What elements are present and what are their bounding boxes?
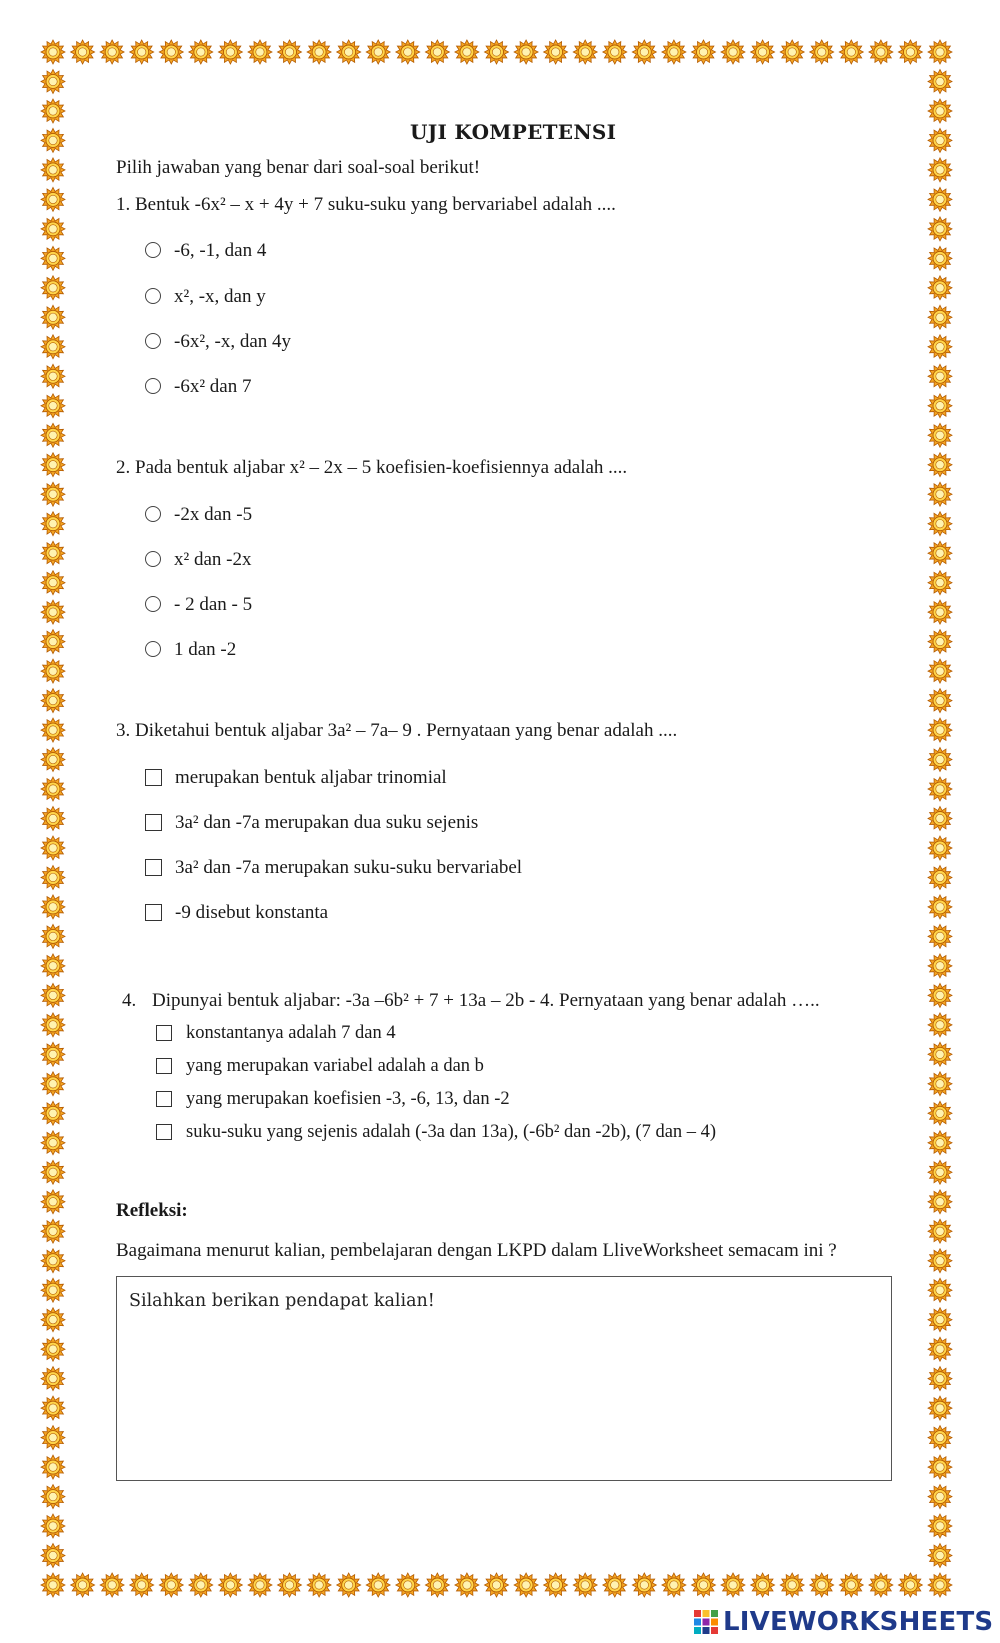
sun-icon (928, 571, 952, 595)
sun-icon (928, 1367, 952, 1391)
sun-icon (928, 482, 952, 506)
liveworksheets-logo-text: LIVEWORKSHEETS (723, 1607, 994, 1637)
q4-option-2-label: yang merupakan variabel adalah a dan b (186, 1056, 484, 1076)
sun-icon (41, 482, 65, 506)
sun-icon (928, 600, 952, 624)
question-4-number: 4. (122, 990, 137, 1011)
sun-icon (928, 718, 952, 742)
sun-icon (41, 836, 65, 860)
sun-icon (662, 40, 686, 64)
sun-icon (928, 512, 952, 536)
q2-option-1-label: -2x dan -5 (174, 504, 253, 525)
sun-icon (41, 1131, 65, 1155)
sun-icon (41, 364, 65, 388)
sun-icon (928, 748, 952, 772)
sun-icon (751, 40, 775, 64)
q2-option-2-radio[interactable] (145, 551, 161, 567)
sun-icon (632, 1573, 656, 1597)
sun-icon (455, 40, 479, 64)
sun-icon (278, 40, 302, 64)
sun-icon (41, 866, 65, 890)
sun-icon (41, 1573, 65, 1597)
sun-icon (928, 630, 952, 654)
sun-icon (928, 1337, 952, 1361)
sun-icon (41, 1514, 65, 1538)
sun-icon (603, 40, 627, 64)
sun-icon (928, 187, 952, 211)
q3-option-4-label: -9 disebut konstanta (175, 902, 329, 923)
q1-option-2-label: x², -x, dan y (174, 286, 266, 307)
sun-icon (41, 128, 65, 152)
sun-icon (189, 40, 213, 64)
sun-icon (751, 1573, 775, 1597)
q1-option-3-radio[interactable] (145, 333, 161, 349)
q4-option-3-checkbox[interactable] (156, 1091, 172, 1107)
sun-icon (189, 1573, 213, 1597)
sun-icon (366, 40, 390, 64)
q3-option-1-label: merupakan bentuk aljabar trinomial (175, 767, 447, 788)
sun-icon (159, 1573, 183, 1597)
sun-icon (928, 983, 952, 1007)
sun-icon (41, 335, 65, 359)
sun-icon (100, 1573, 124, 1597)
sun-icon (396, 1573, 420, 1597)
sun-icon (307, 40, 331, 64)
sun-icon (928, 777, 952, 801)
sun-icon (41, 1101, 65, 1125)
sun-icon (692, 40, 716, 64)
question-3-text: 3. Diketahui bentuk aljabar 3a² – 7a– 9 . Pernyataan yang benar adalah .... (116, 720, 678, 741)
sun-icon (514, 1573, 538, 1597)
sun-icon (869, 40, 893, 64)
sun-icon (41, 571, 65, 595)
q3-option-2-checkbox[interactable] (145, 814, 162, 831)
sun-icon (928, 866, 952, 890)
q2-option-4-label: 1 dan -2 (174, 639, 237, 660)
sun-icon (41, 1367, 65, 1391)
sun-icon (810, 40, 834, 64)
sun-icon (41, 1485, 65, 1509)
sun-icon (41, 1426, 65, 1450)
sun-icon (780, 1573, 804, 1597)
sun-icon (41, 1249, 65, 1273)
sun-icon (366, 1573, 390, 1597)
sun-icon (810, 1573, 834, 1597)
sun-icon (928, 158, 952, 182)
sun-icon (928, 394, 952, 418)
q1-option-4-radio[interactable] (145, 378, 161, 394)
sun-icon (928, 128, 952, 152)
sun-icon (337, 40, 361, 64)
sun-icon (41, 689, 65, 713)
sun-icon (514, 40, 538, 64)
sun-icon (928, 364, 952, 388)
sun-icon (41, 217, 65, 241)
sun-icon (41, 924, 65, 948)
sun-icon (928, 895, 952, 919)
sun-icon (928, 924, 952, 948)
sun-icon (278, 1573, 302, 1597)
sun-icon (248, 1573, 272, 1597)
sun-icon (41, 600, 65, 624)
sun-icon (928, 1042, 952, 1066)
q3-option-4-checkbox[interactable] (145, 904, 162, 921)
sun-icon (41, 630, 65, 654)
sun-icon (662, 1573, 686, 1597)
sun-icon (721, 1573, 745, 1597)
sun-icon (41, 659, 65, 683)
sun-icon (41, 807, 65, 831)
sun-icon (130, 40, 154, 64)
q3-option-2-label: 3a² dan -7a merupakan dua suku sejenis (175, 812, 479, 833)
sun-icon (218, 1573, 242, 1597)
sun-icon (573, 1573, 597, 1597)
sun-icon (396, 40, 420, 64)
sun-icon (898, 40, 922, 64)
sun-icon (41, 748, 65, 772)
sun-icon (41, 1396, 65, 1420)
sun-icon (928, 1101, 952, 1125)
q4-option-3-label: yang merupakan koefisien -3, -6, 13, dan -2 (186, 1089, 510, 1109)
sun-icon (928, 423, 952, 447)
reflection-answer-placeholder: Silahkan berikan pendapat kalian! (129, 1291, 435, 1311)
sun-icon (928, 1249, 952, 1273)
sun-icon (928, 836, 952, 860)
sun-icon (928, 1485, 952, 1509)
sun-icon (485, 40, 509, 64)
sun-icon (721, 40, 745, 64)
sun-icon (248, 40, 272, 64)
sun-icon (928, 1072, 952, 1096)
sun-icon (41, 1544, 65, 1568)
q4-option-4-checkbox[interactable] (156, 1124, 172, 1140)
sun-icon (928, 659, 952, 683)
sun-icon (41, 1042, 65, 1066)
sun-icon (928, 1573, 952, 1597)
sun-icon (544, 1573, 568, 1597)
sun-icon (130, 1573, 154, 1597)
q1-option-3-label: -6x², -x, dan 4y (174, 331, 292, 352)
sun-icon (928, 453, 952, 477)
instruction-text: Pilih jawaban yang benar dari soal-soal berikut! (116, 157, 481, 178)
sun-icon (100, 40, 124, 64)
page-title: UJI KOMPETENSI (410, 120, 617, 144)
q3-option-3-label: 3a² dan -7a merupakan suku-suku bervariabel (175, 857, 523, 878)
q1-option-4-label: -6x² dan 7 (174, 376, 252, 397)
sun-icon (71, 40, 95, 64)
sun-icon (692, 1573, 716, 1597)
sun-icon (71, 1573, 95, 1597)
sun-icon (307, 1573, 331, 1597)
sun-icon (41, 40, 65, 64)
sun-icon (425, 40, 449, 64)
q2-option-1-radio[interactable] (145, 506, 161, 522)
sun-icon (928, 689, 952, 713)
q4-option-1-label: konstantanya adalah 7 dan 4 (186, 1023, 396, 1043)
sun-icon (41, 158, 65, 182)
q2-option-3-radio[interactable] (145, 596, 161, 612)
sun-icon (41, 276, 65, 300)
q2-option-2-label: x² dan -2x (174, 549, 252, 570)
sun-icon (41, 718, 65, 742)
sun-icon (928, 1013, 952, 1037)
sun-icon (41, 99, 65, 123)
sun-icon (928, 1426, 952, 1450)
question-1-text: 1. Bentuk -6x² – x + 4y + 7 suku-suku yang bervariabel adalah .... (116, 194, 616, 215)
sun-icon (218, 40, 242, 64)
sun-icon (928, 1131, 952, 1155)
sun-icon (41, 512, 65, 536)
sun-icon (41, 423, 65, 447)
q3-option-1-checkbox[interactable] (145, 769, 162, 786)
sun-icon (780, 40, 804, 64)
sun-icon (41, 70, 65, 94)
sun-icon (41, 1337, 65, 1361)
q1-option-2-radio[interactable] (145, 288, 161, 304)
sun-icon (41, 305, 65, 329)
sun-icon (928, 807, 952, 831)
sun-icon (41, 983, 65, 1007)
sun-icon (928, 1219, 952, 1243)
sun-icon (869, 1573, 893, 1597)
q4-option-2-checkbox[interactable] (156, 1058, 172, 1074)
sun-icon (928, 1514, 952, 1538)
sun-icon (928, 305, 952, 329)
sun-icon (41, 954, 65, 978)
sun-icon (928, 1190, 952, 1214)
sun-icon (425, 1573, 449, 1597)
sun-icon (928, 1455, 952, 1479)
sun-icon (632, 40, 656, 64)
sun-icon (41, 246, 65, 270)
q3-option-3-checkbox[interactable] (145, 859, 162, 876)
sun-icon (41, 541, 65, 565)
q4-option-4-label: suku-suku yang sejenis adalah (-3a dan 13a), (-6b² dan -2b), (7 dan – 4) (186, 1122, 717, 1142)
sun-icon (41, 1308, 65, 1332)
q2-option-4-radio[interactable] (145, 641, 161, 657)
sun-icon (928, 70, 952, 94)
reflection-question: Bagaimana menurut kalian, pembelajaran dengan LKPD dalam LliveWorksheet semacam ini ? (116, 1240, 837, 1261)
sun-icon (928, 1278, 952, 1302)
sun-icon (928, 1160, 952, 1184)
sun-icon (41, 1190, 65, 1214)
question-4-text: Dipunyai bentuk aljabar: -3a –6b² + 7 + 13a – 2b - 4. Pernyataan yang benar adalah ….. (152, 990, 820, 1011)
q1-option-1-radio[interactable] (145, 242, 161, 258)
sun-icon (337, 1573, 361, 1597)
sun-icon (455, 1573, 479, 1597)
sun-icon (41, 1072, 65, 1096)
sun-icon (839, 1573, 863, 1597)
question-2-text: 2. Pada bentuk aljabar x² – 2x – 5 koefisien-koefisiennya adalah .... (116, 457, 628, 478)
sun-icon (41, 394, 65, 418)
reflection-answer-textbox[interactable] (116, 1276, 892, 1481)
sun-icon (41, 777, 65, 801)
sun-icon (928, 99, 952, 123)
liveworksheets-logo-icon (693, 1609, 719, 1635)
sun-icon (159, 40, 183, 64)
sun-icon (928, 276, 952, 300)
sun-icon (573, 40, 597, 64)
sun-icon (928, 1544, 952, 1568)
sun-icon (41, 453, 65, 477)
sun-icon (41, 1160, 65, 1184)
sun-icon (41, 1013, 65, 1037)
sun-icon (41, 1219, 65, 1243)
sun-icon (928, 954, 952, 978)
sun-icon (928, 1308, 952, 1332)
sun-icon (928, 541, 952, 565)
sun-icon (928, 335, 952, 359)
sun-icon (928, 1396, 952, 1420)
sun-icon (928, 217, 952, 241)
reflection-heading: Refleksi: (116, 1200, 188, 1221)
sun-icon (41, 1278, 65, 1302)
q2-option-3-label: - 2 dan - 5 (174, 594, 253, 615)
sun-icon (544, 40, 568, 64)
sun-icon (928, 246, 952, 270)
sun-icon (928, 40, 952, 64)
sun-icon (603, 1573, 627, 1597)
sun-icon (41, 895, 65, 919)
q1-option-1-label: -6, -1, dan 4 (174, 240, 267, 261)
sun-icon (898, 1573, 922, 1597)
sun-icon (41, 187, 65, 211)
sun-icon (839, 40, 863, 64)
sun-icon (485, 1573, 509, 1597)
sun-icon (41, 1455, 65, 1479)
q4-option-1-checkbox[interactable] (156, 1025, 172, 1041)
liveworksheets-logo (693, 1604, 993, 1640)
